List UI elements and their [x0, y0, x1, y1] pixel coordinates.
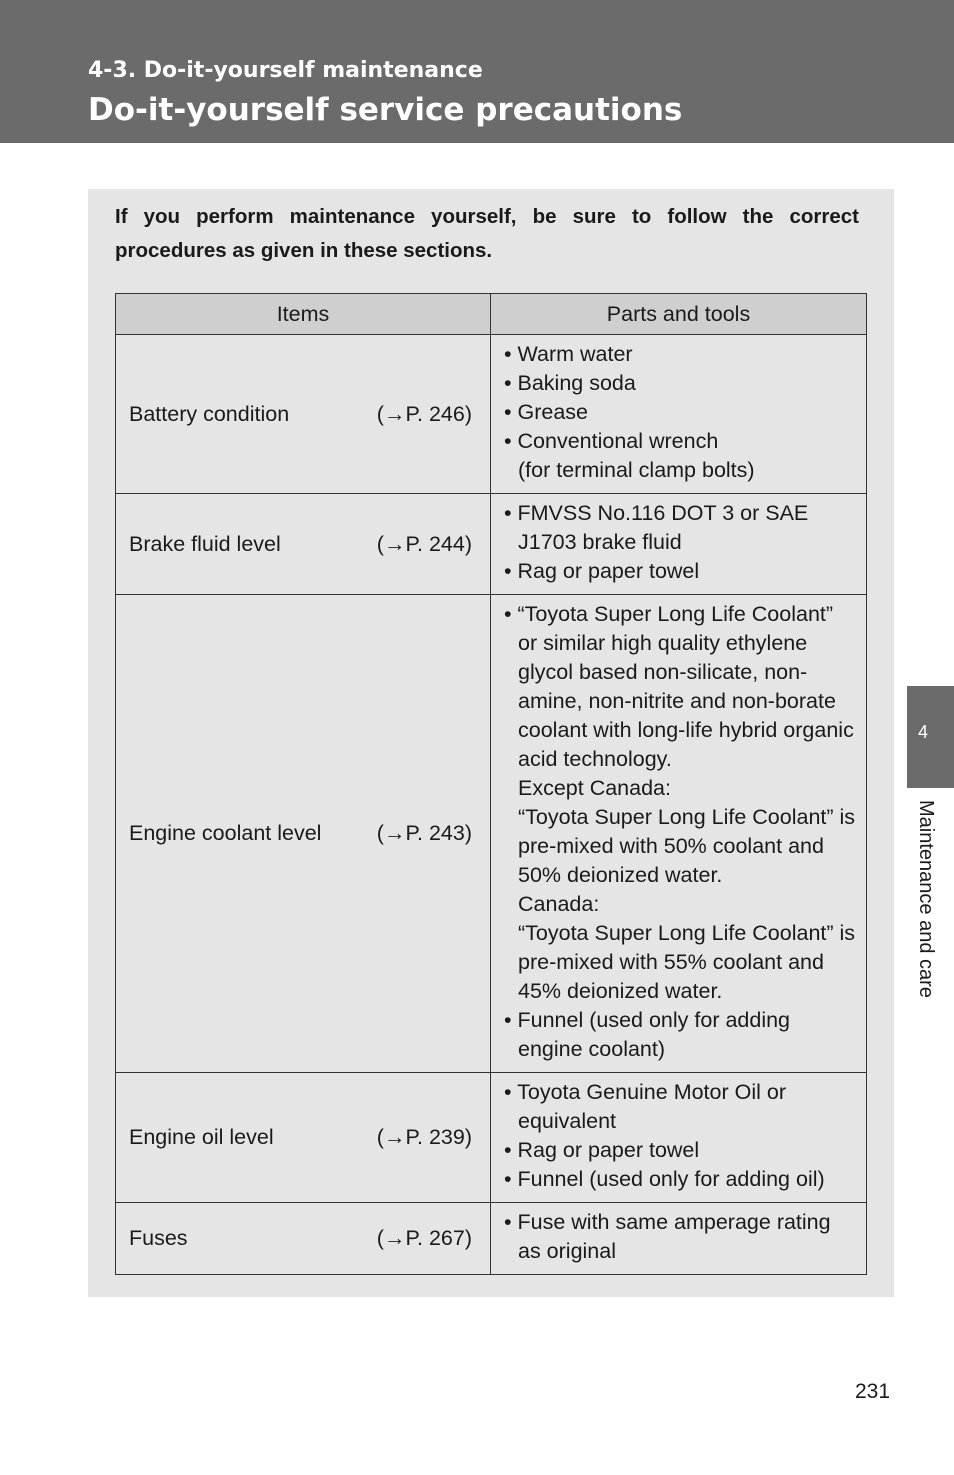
- page-reference-link[interactable]: (→P. 267): [376, 1226, 472, 1250]
- chapter-number: 4: [918, 722, 929, 742]
- parts-cell: [491, 494, 867, 595]
- page-reference-link[interactable]: (→P. 243): [376, 821, 472, 845]
- page-title: Do-it-yourself service precautions: [88, 92, 683, 128]
- chapter-header: [0, 0, 954, 143]
- parts-cell: [491, 595, 867, 1073]
- item-name: Brake fluid level: [129, 531, 281, 556]
- table-row: [116, 335, 867, 494]
- parts-list-item: • “Toyota Super Long Life Coolant” or similar high quality ethylene glycol based non-silicate, non-amine, non-nitrite and non-borate coolant with long-life hybrid organic acid technology.: [504, 602, 854, 771]
- column-header-parts: Parts and tools: [491, 294, 867, 335]
- parts-list-item: • FMVSS No.116 DOT 3 or SAE J1703 brake fluid: [504, 501, 809, 554]
- table-row: [116, 1203, 867, 1275]
- item-name: Battery condition: [129, 401, 290, 426]
- parts-cell: [491, 1203, 867, 1275]
- item-name: Fuses: [129, 1226, 188, 1250]
- parts-list-item: • Funnel (used only for adding oil): [504, 1167, 825, 1191]
- parts-cell: [491, 1073, 867, 1203]
- parts-list-item: • Warm water: [504, 342, 633, 366]
- table-row: [116, 595, 867, 1073]
- parts-list-note: Canada:: [518, 892, 600, 916]
- parts-list-item: • Baking soda: [504, 371, 636, 395]
- intro-text: If you perform maintenance yourself, be sure to follow the correct procedures as given in these sections.: [115, 205, 859, 262]
- page-number: 231: [855, 1380, 891, 1403]
- parts-list-note: (for terminal clamp bolts): [518, 458, 755, 482]
- parts-list-note: “Toyota Super Long Life Coolant” is pre-mixed with 55% coolant and 45% deionized water.: [518, 921, 856, 1003]
- parts-list-item: • Toyota Genuine Motor Oil or equivalent: [504, 1080, 786, 1133]
- table-row: [116, 1073, 867, 1203]
- item-cell: [116, 1203, 491, 1275]
- section-label: 4-3. Do-it-yourself maintenance: [88, 58, 483, 83]
- item-cell: [116, 1073, 491, 1203]
- parts-cell: [491, 335, 867, 494]
- page-reference-link[interactable]: (→P. 246): [376, 401, 472, 426]
- maintenance-table: [115, 293, 867, 1275]
- chapter-tab[interactable]: [907, 686, 954, 788]
- column-header-items: Items: [116, 294, 491, 335]
- parts-list-note: Except Canada:: [518, 776, 671, 800]
- item-name: Engine oil level: [129, 1125, 274, 1149]
- parts-list-item: • Fuse with same amperage rating as original: [504, 1210, 831, 1263]
- parts-list-item: • Rag or paper towel: [504, 559, 700, 583]
- table-header-row: [116, 294, 867, 335]
- parts-list-note: “Toyota Super Long Life Coolant” is pre-mixed with 50% coolant and 50% deionized water.: [518, 805, 856, 887]
- parts-list-item: • Funnel (used only for adding engine coolant): [504, 1008, 791, 1061]
- table-row: [116, 494, 867, 595]
- item-cell: [116, 595, 491, 1073]
- parts-list-item: • Conventional wrench: [504, 429, 719, 453]
- page-reference-link[interactable]: (→P. 239): [376, 1125, 472, 1149]
- item-cell: [116, 335, 491, 494]
- parts-list-item: • Grease: [504, 400, 589, 424]
- item-name: Engine coolant level: [129, 821, 322, 845]
- page-reference-link[interactable]: (→P. 244): [376, 531, 472, 556]
- item-cell: [116, 494, 491, 595]
- parts-list-item: • Rag or paper towel: [504, 1138, 700, 1162]
- chapter-tab-label: Maintenance and care: [915, 800, 937, 998]
